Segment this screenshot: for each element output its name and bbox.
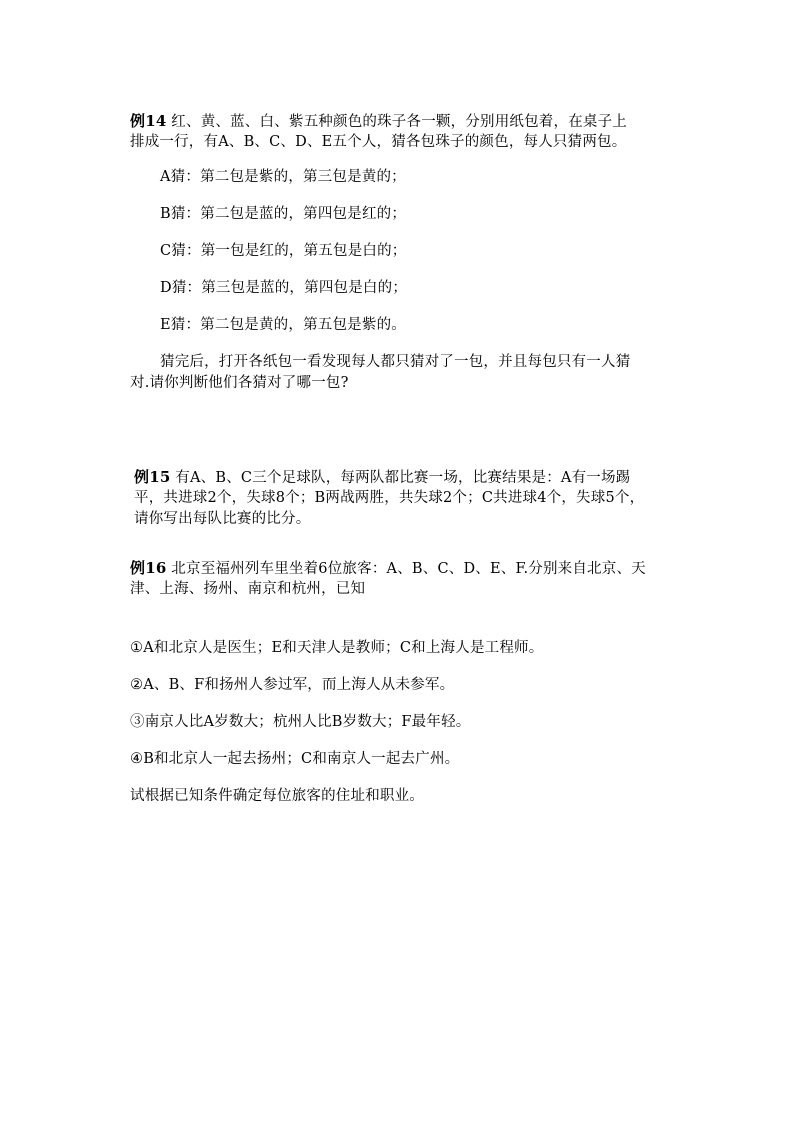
ex15-line-1 bbox=[134, 467, 630, 488]
ex14-guess-b: B猜：第二包是蓝的，第四包是红的； bbox=[160, 206, 407, 222]
ex16-question: 试根据已知条件确定每位旅客的住址和职业。 bbox=[130, 788, 424, 804]
ex14-guess-d: D猜：第三包是蓝的，第四包是白的； bbox=[160, 280, 408, 296]
ex16-condition-1: ①A和北京人是医生；E和天津人是教师；C和上海人是工程师。 bbox=[130, 640, 544, 656]
ex15-text-1: 有A、B、C三个足球队，每两队都比赛一场，比赛结果是：A有一场踢 bbox=[170, 470, 631, 486]
ex14-guess-a: A猜：第二包是紫的，第三包是黄的； bbox=[160, 169, 406, 185]
ex15-label: 例15 bbox=[134, 468, 171, 486]
ex14-guess-c: C猜：第一包是红的，第五包是白的； bbox=[160, 243, 407, 259]
ex15-line-3: 请你写出每队比赛的比分。 bbox=[134, 511, 311, 527]
ex14-guess-e: E猜：第二包是黄的，第五包是紫的。 bbox=[160, 317, 406, 333]
ex14-conclusion-2: 对.请你判断他们各猜对了哪一包? bbox=[130, 375, 349, 391]
ex16-condition-4: ④B和北京人一起去扬州；C和南京人一起去广州。 bbox=[130, 751, 460, 767]
ex15-line-2: 平，共进球2个，失球8个；B两战两胜，共失球2个；C共进球4个，失球5个， bbox=[134, 490, 645, 506]
ex14-text-1: 红、黄、蓝、白、紫五种颜色的珠子各一颗，分别用纸包着，在桌子上 bbox=[166, 114, 627, 130]
ex16-label: 例16 bbox=[130, 559, 167, 577]
ex16-line-2: 津、上海、扬州、南京和杭州，已知 bbox=[130, 581, 366, 597]
ex14-label: 例14 bbox=[130, 112, 167, 130]
ex16-condition-3: ③南京人比A岁数大；杭州人比B岁数大；F最年轻。 bbox=[130, 714, 471, 730]
ex14-conclusion-1: 猜完后，打开各纸包一看发现每人都只猜对了一包，并且每包只有一人猜 bbox=[160, 354, 631, 370]
ex16-condition-2: ②A、B、F和扬州人参过军，而上海人从未参军。 bbox=[130, 677, 455, 693]
ex16-line-1 bbox=[130, 558, 646, 579]
ex14-line-2: 排成一行，有A、B、C、D、E五个人，猜各包珠子的颜色，每人只猜两包。 bbox=[130, 134, 627, 150]
ex14-line-1 bbox=[130, 111, 627, 132]
ex16-text-1: 北京至福州列车里坐着6位旅客：A、B、C、D、E、F.分别来自北京、天 bbox=[166, 561, 646, 577]
